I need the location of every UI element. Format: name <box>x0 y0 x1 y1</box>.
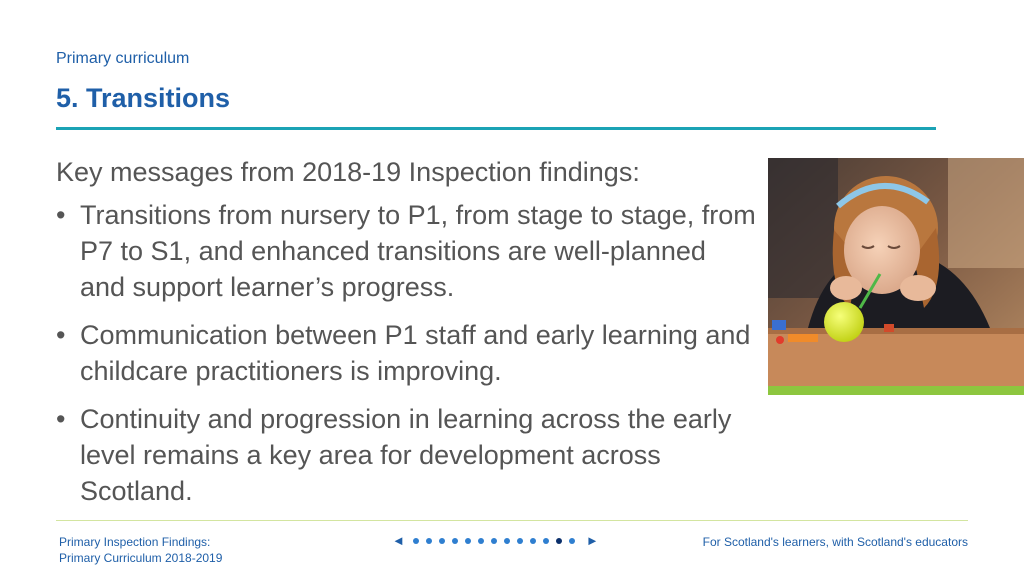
pager-dot[interactable] <box>465 538 471 544</box>
pager-dot[interactable] <box>413 538 419 544</box>
footer-tagline: For Scotland's learners, with Scotland's educators <box>702 535 968 549</box>
pager-dot[interactable] <box>478 538 484 544</box>
pager-dot[interactable] <box>530 538 536 544</box>
pager-dot[interactable] <box>504 538 510 544</box>
intro-text: Key messages from 2018-19 Inspection findings: <box>56 157 640 187</box>
pager-dot[interactable] <box>426 538 432 544</box>
pager-dot[interactable] <box>556 538 562 544</box>
pager-dot[interactable] <box>439 538 445 544</box>
title-divider <box>56 127 936 130</box>
bullet-item <box>56 317 756 389</box>
footer-left-line2: Primary Curriculum 2018-2019 <box>59 551 223 565</box>
slide-title: 5. Transitions <box>56 83 231 113</box>
pager-dot[interactable] <box>543 538 549 544</box>
footer-left-caption <box>59 534 222 566</box>
footer-left-line1: Primary Inspection Findings: <box>59 535 211 549</box>
bullet-text: Transitions from nursery to P1, from stage to stage, from P7 to S1, and enhanced transitions are well-planned and support learner’s progress. <box>80 200 756 302</box>
slide-content <box>56 154 756 521</box>
slide-supertitle: Primary curriculum <box>56 50 190 67</box>
bullet-item <box>56 197 756 305</box>
bullet-icon: • <box>56 320 66 350</box>
footer-divider <box>56 520 968 521</box>
pager-dot[interactable] <box>452 538 458 544</box>
bullet-text: Continuity and progression in learning across the early level remains a key area for development across Scotland. <box>80 404 732 506</box>
slide-pager <box>392 532 599 550</box>
bullet-text: Communication between P1 staff and early learning and childcare practitioners is improving. <box>80 320 751 386</box>
pager-dot[interactable] <box>569 538 575 544</box>
bullet-icon: • <box>56 200 66 230</box>
pager-dot[interactable] <box>517 538 523 544</box>
next-slide-arrow-icon[interactable]: ► <box>585 533 599 548</box>
bullet-icon: • <box>56 404 66 434</box>
bullet-list <box>56 197 756 509</box>
pager-dot[interactable] <box>491 538 497 544</box>
photo-accent-bar <box>768 386 1024 395</box>
child-photo <box>768 158 1024 386</box>
bullet-item <box>56 401 756 509</box>
previous-slide-arrow-icon[interactable]: ◄ <box>392 533 405 548</box>
pager-dots <box>413 538 582 544</box>
